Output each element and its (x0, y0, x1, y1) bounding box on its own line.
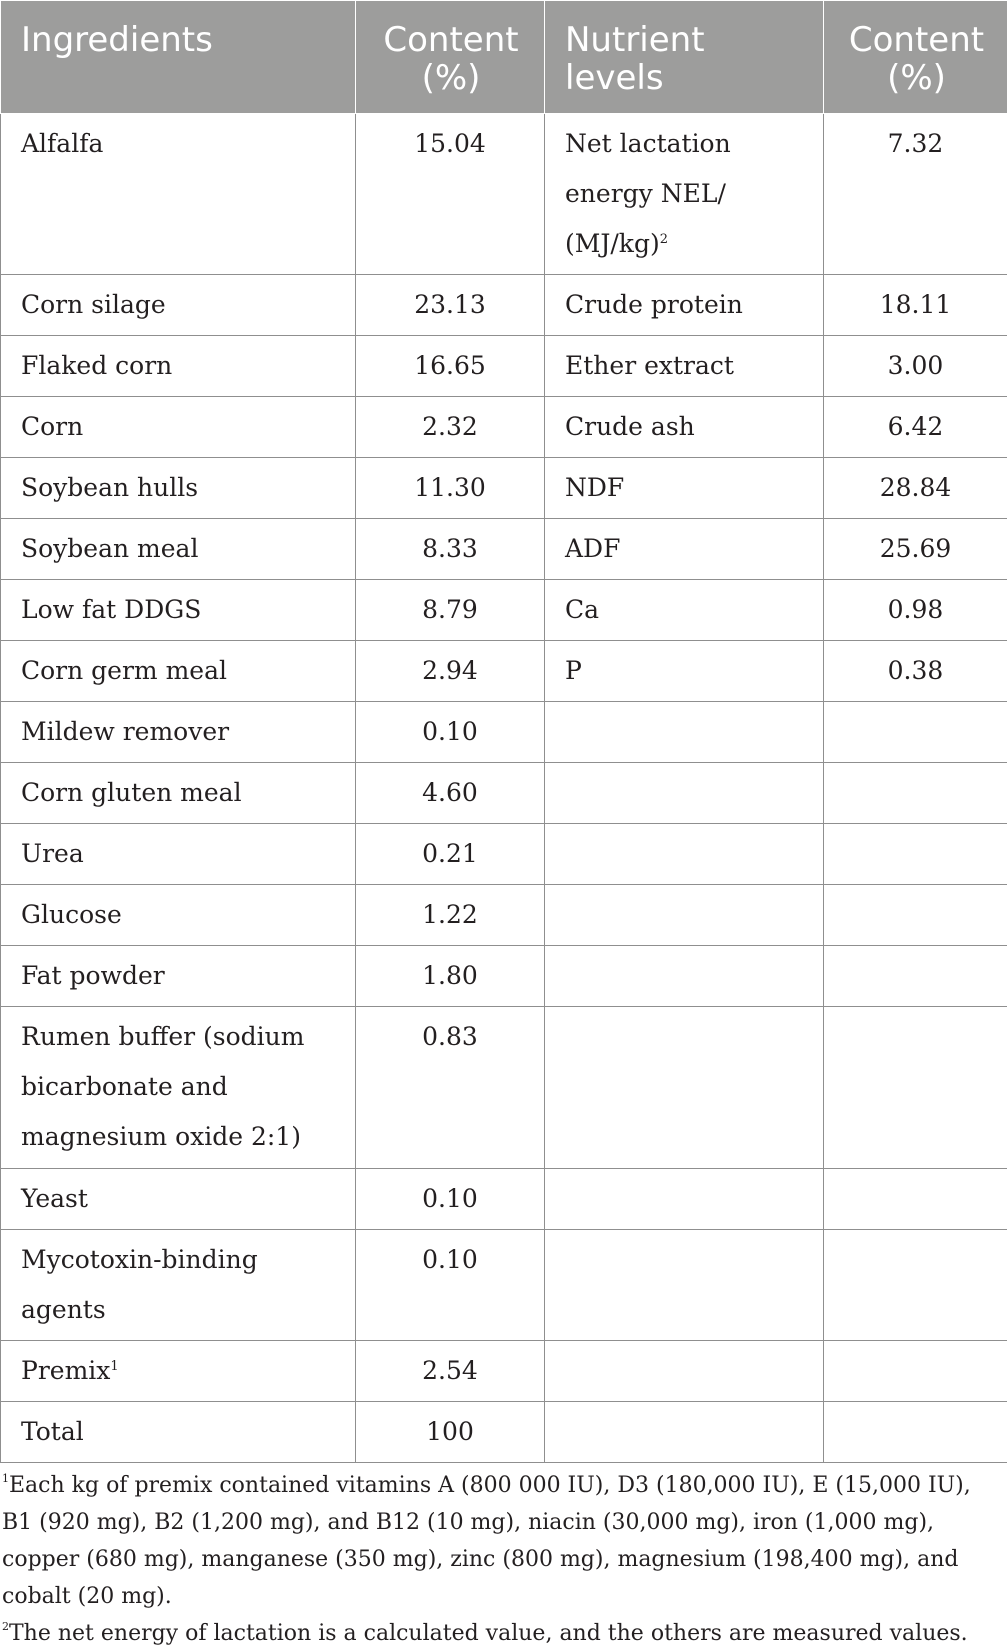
nutrient-cell (545, 885, 824, 946)
ingredient-cell (1, 336, 356, 397)
nutrient-content-cell (824, 1341, 1007, 1402)
footnote (2, 1615, 1005, 1652)
ingredient-content-cell (356, 1341, 545, 1402)
table-body (1, 114, 1007, 1463)
ingredient-content-cell (356, 641, 545, 702)
ingredient-content-cell-text: 0.10 (422, 717, 478, 746)
ingredient-cell (1, 114, 356, 275)
nutrient-content-cell (824, 458, 1007, 519)
ingredient-content-cell-text: 23.13 (414, 290, 486, 319)
nutrient-content-cell (824, 824, 1007, 885)
ingredient-cell (1, 1341, 356, 1402)
ingredient-cell (1, 519, 356, 580)
nutrient-content-cell (824, 580, 1007, 641)
ingredient-content-cell (356, 397, 545, 458)
ingredient-content-cell-text: 8.33 (422, 534, 478, 563)
ingredient-content-cell (356, 336, 545, 397)
ingredient-content-cell (356, 1402, 545, 1463)
ingredient-cell (1, 885, 356, 946)
nutrient-cell-text: P (565, 656, 582, 685)
nutrient-content-cell (824, 114, 1007, 275)
nutrient-content-cell (824, 1007, 1007, 1169)
footnotes (0, 1463, 1007, 1652)
ingredient-content-cell (356, 1169, 545, 1230)
ingredient-content-cell-text: 0.10 (422, 1245, 478, 1274)
ingredient-cell-text: Total (21, 1417, 84, 1446)
header-nutrient-content: Content (%) (824, 1, 1007, 114)
nutrient-cell (545, 275, 824, 336)
table-row (1, 275, 1007, 336)
table-row (1, 641, 1007, 702)
ingredient-content-cell-text: 2.94 (422, 656, 478, 685)
table-header (1, 1, 1007, 114)
footnote (2, 1467, 1005, 1615)
ingredient-cell-text: Fat powder (21, 961, 165, 990)
ingredient-cell-text: Soybean meal (21, 534, 198, 563)
ingredient-cell-text: Alfalfa (21, 129, 103, 158)
nutrient-content-cell (824, 397, 1007, 458)
ingredient-cell-text: Corn (21, 412, 83, 441)
table-row (1, 1341, 1007, 1402)
ingredient-content-cell (356, 885, 545, 946)
nutrient-content-cell (824, 336, 1007, 397)
table-row (1, 702, 1007, 763)
nutrient-content-cell (824, 519, 1007, 580)
ingredient-cell-text: Low fat DDGS (21, 595, 201, 624)
ingredient-cell (1, 946, 356, 1007)
ingredient-content-cell-text: 4.60 (422, 778, 478, 807)
footnote-marker: 1 (110, 1359, 118, 1374)
nutrient-cell (545, 1230, 824, 1341)
nutrient-cell (545, 946, 824, 1007)
nutrient-content-cell-text: 0.98 (888, 595, 944, 624)
table-row (1, 1230, 1007, 1341)
header-content: Content (%) (356, 1, 545, 114)
table-row (1, 763, 1007, 824)
ingredient-cell (1, 1169, 356, 1230)
table-row (1, 458, 1007, 519)
header-nutrient-levels: Nutrient levels (545, 1, 824, 114)
ingredient-cell-text: Mildew remover (21, 717, 229, 746)
table-row (1, 397, 1007, 458)
ingredient-content-cell-text: 2.54 (422, 1356, 478, 1385)
ingredient-content-cell-text: 100 (426, 1417, 474, 1446)
table-row (1, 1402, 1007, 1463)
ingredient-cell-text: Flaked corn (21, 351, 172, 380)
nutrient-content-cell-text: 3.00 (888, 351, 944, 380)
nutrient-cell (545, 1169, 824, 1230)
nutrient-content-cell (824, 641, 1007, 702)
nutrient-cell-text: Crude protein (565, 290, 743, 319)
nutrient-cell (545, 458, 824, 519)
ingredient-content-cell-text: 0.10 (422, 1184, 478, 1213)
ingredient-content-cell (356, 519, 545, 580)
ingredient-cell (1, 275, 356, 336)
nutrient-content-cell (824, 1230, 1007, 1341)
nutrient-cell-text: ADF (565, 534, 620, 563)
nutrient-content-cell-text: 6.42 (888, 412, 944, 441)
ingredient-content-cell (356, 114, 545, 275)
header-ingredients: Ingredients (1, 1, 356, 114)
ingredient-cell-text: Mycotoxin-binding agents (21, 1245, 258, 1324)
ingredient-cell (1, 1007, 356, 1169)
ingredient-content-cell-text: 1.80 (422, 961, 478, 990)
ingredient-cell-text: Corn germ meal (21, 656, 227, 685)
ingredient-cell (1, 1402, 356, 1463)
footnote-marker: 2 (660, 232, 668, 247)
nutrient-cell (545, 1341, 824, 1402)
ingredient-cell-text: Urea (21, 839, 84, 868)
table-row (1, 946, 1007, 1007)
table-row (1, 519, 1007, 580)
nutrient-cell-text: Net lactation energy NEL/ (MJ/kg) (565, 129, 731, 258)
nutrient-content-cell (824, 1402, 1007, 1463)
ingredient-cell (1, 824, 356, 885)
nutrient-content-cell-text: 18.11 (880, 290, 952, 319)
ingredient-content-cell (356, 763, 545, 824)
nutrient-content-cell (824, 885, 1007, 946)
nutrient-cell (545, 397, 824, 458)
nutrient-cell (545, 1402, 824, 1463)
nutrient-cell (545, 641, 824, 702)
header-row (1, 1, 1007, 114)
table-row (1, 824, 1007, 885)
ingredient-cell-text: Premix (21, 1356, 110, 1385)
table-row (1, 336, 1007, 397)
footnote-mark: 1 (2, 1472, 9, 1485)
ingredient-content-cell (356, 275, 545, 336)
ingredient-content-cell-text: 0.21 (422, 839, 478, 868)
ingredient-content-cell (356, 580, 545, 641)
nutrient-cell (545, 114, 824, 275)
ingredient-cell-text: Soybean hulls (21, 473, 198, 502)
ingredient-content-cell (356, 458, 545, 519)
ingredient-cell-text: Yeast (21, 1184, 88, 1213)
ingredient-cell (1, 397, 356, 458)
table-row (1, 1007, 1007, 1169)
ingredient-cell-text: Corn gluten meal (21, 778, 242, 807)
nutrient-cell-text: Ca (565, 595, 599, 624)
nutrient-cell (545, 580, 824, 641)
nutrient-cell-text: NDF (565, 473, 624, 502)
ingredient-content-cell-text: 15.04 (414, 129, 486, 158)
nutrient-cell (545, 336, 824, 397)
table-row (1, 885, 1007, 946)
ingredient-cell (1, 763, 356, 824)
nutrient-content-cell-text: 7.32 (888, 129, 944, 158)
ingredient-cell-text: Rumen buffer (sodium bicarbonate and magnesium oxide 2:1) (21, 1022, 304, 1151)
nutrient-cell-text: Ether extract (565, 351, 734, 380)
ingredient-content-cell (356, 1230, 545, 1341)
ingredient-content-cell (356, 946, 545, 1007)
nutrient-cell-text: Crude ash (565, 412, 695, 441)
ingredient-cell (1, 580, 356, 641)
ingredient-cell-text: Glucose (21, 900, 122, 929)
ingredient-content-cell-text: 1.22 (422, 900, 478, 929)
ingredient-content-cell (356, 824, 545, 885)
ingredient-content-cell-text: 2.32 (422, 412, 478, 441)
ingredient-content-cell-text: 8.79 (422, 595, 478, 624)
ingredient-content-cell-text: 0.83 (422, 1022, 478, 1051)
ingredient-content-cell (356, 702, 545, 763)
ingredient-content-cell (356, 1007, 545, 1169)
ingredient-cell (1, 458, 356, 519)
nutrient-content-cell (824, 275, 1007, 336)
nutrient-content-cell-text: 28.84 (880, 473, 952, 502)
nutrient-cell (545, 824, 824, 885)
nutrient-cell (545, 1007, 824, 1169)
nutrient-content-cell (824, 946, 1007, 1007)
nutrient-content-cell (824, 1169, 1007, 1230)
footnote-text: Each kg of premix contained vitamins A (800 000 IU), D3 (180,000 IU), E (15,000 IU), B1 (920 mg), B2 (1,200 mg), and B12 (10 mg), niacin (30,000 mg), iron (1,000 mg), copper (680 mg), manganese (350 mg), zinc (800 mg), magnesium (198,400 mg), and cobalt (20 mg). (2, 1473, 971, 1609)
ingredient-content-cell-text: 11.30 (414, 473, 486, 502)
nutrient-content-cell-text: 0.38 (888, 656, 944, 685)
table-row (1, 580, 1007, 641)
footnote-text: The net energy of lactation is a calculated value, and the others are measured values. (9, 1621, 968, 1646)
ingredient-cell (1, 641, 356, 702)
table-row (1, 1169, 1007, 1230)
ingredient-content-cell-text: 16.65 (414, 351, 486, 380)
ingredient-cell (1, 702, 356, 763)
nutrient-cell (545, 519, 824, 580)
ingredient-cell (1, 1230, 356, 1341)
nutrient-cell (545, 763, 824, 824)
nutrient-content-cell (824, 763, 1007, 824)
nutrient-content-cell-text: 25.69 (880, 534, 952, 563)
nutrient-content-cell (824, 702, 1007, 763)
nutrient-cell (545, 702, 824, 763)
ingredient-cell-text: Corn silage (21, 290, 166, 319)
table-row (1, 114, 1007, 275)
footnote-mark: 2 (2, 1620, 9, 1633)
